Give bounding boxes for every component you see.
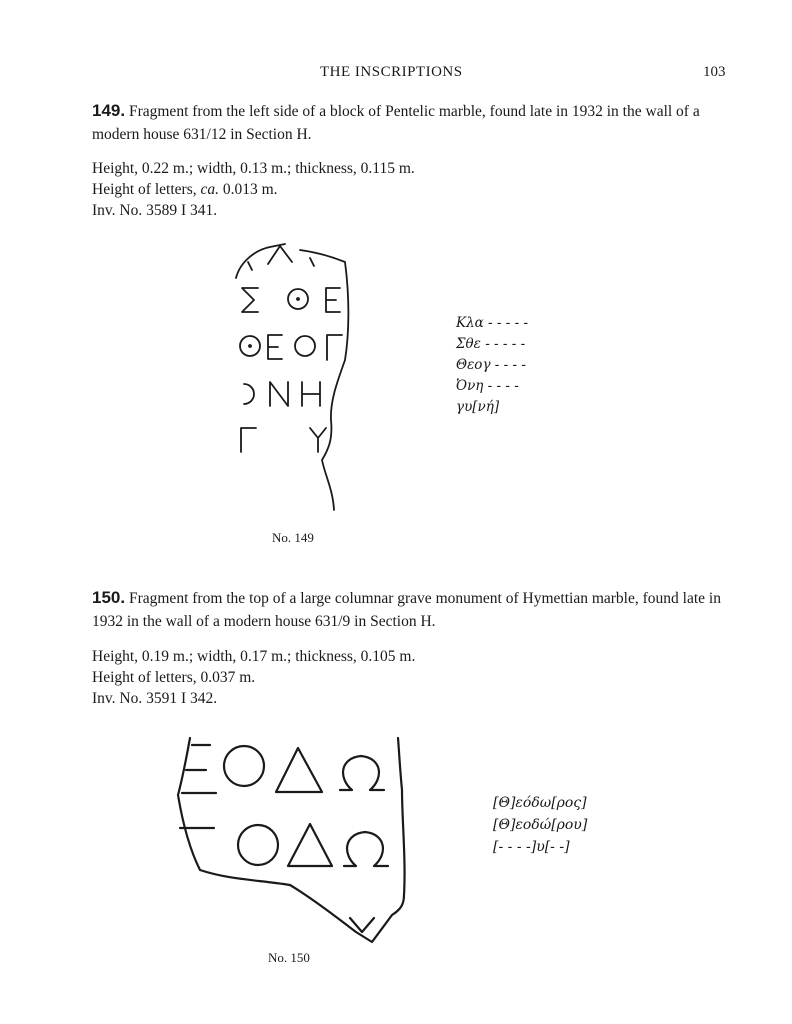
page-number: 103 <box>703 64 726 80</box>
transcription-line: Σθε - - - - - <box>456 336 526 352</box>
entry-150-transcription <box>493 792 587 858</box>
transcription-line: Κλα - - - - - <box>456 315 529 331</box>
transcription-line: [Θ]εόδω[ρος] <box>493 795 587 811</box>
entry-150-letter-height: Height of letters, 0.037 m. <box>92 669 256 686</box>
entry-149-number: 149. <box>92 101 126 120</box>
transcription-line: Ὀνη - - - - <box>456 378 519 394</box>
entry-149-dimensions: Height, 0.22 m.; width, 0.13 m.; thickness, 0.115 m. <box>92 160 415 177</box>
entry-149-inventory: Inv. No. 3589 I 341. <box>92 202 218 219</box>
entry-150-dimensions: Height, 0.19 m.; width, 0.17 m.; thickness, 0.105 m. <box>92 648 416 665</box>
entry-150-inventory: Inv. No. 3591 I 342. <box>92 690 218 707</box>
figure-caption-149: No. 149 <box>272 530 314 545</box>
entry-149-text: Fragment from the left side of a block of Pentelic marble, found late in 1932 in the wall of a modern house 631/12 in Section H. <box>92 103 700 143</box>
figure-caption-150: No. 150 <box>268 950 310 965</box>
entry-150-text: Fragment from the top of a large columnar grave monument of Hymettian marble, found late in 1932 in the wall of a modern house 631/9 in Section H. <box>92 590 721 630</box>
transcription-line: Θεογ - - - - <box>456 357 526 373</box>
transcription-line: [- - - -]υ[- -] <box>493 839 570 855</box>
transcription-line: [Θ]εοδώ[ρου] <box>493 817 588 833</box>
running-header-title: THE INSCRIPTIONS <box>320 64 463 80</box>
entry-150-number: 150. <box>92 588 126 607</box>
entry-149-letter-height: Height of letters, ca. 0.013 m. <box>92 181 278 198</box>
fragment-150-outline <box>178 738 405 942</box>
transcription-line: γυ[νή] <box>456 399 500 415</box>
